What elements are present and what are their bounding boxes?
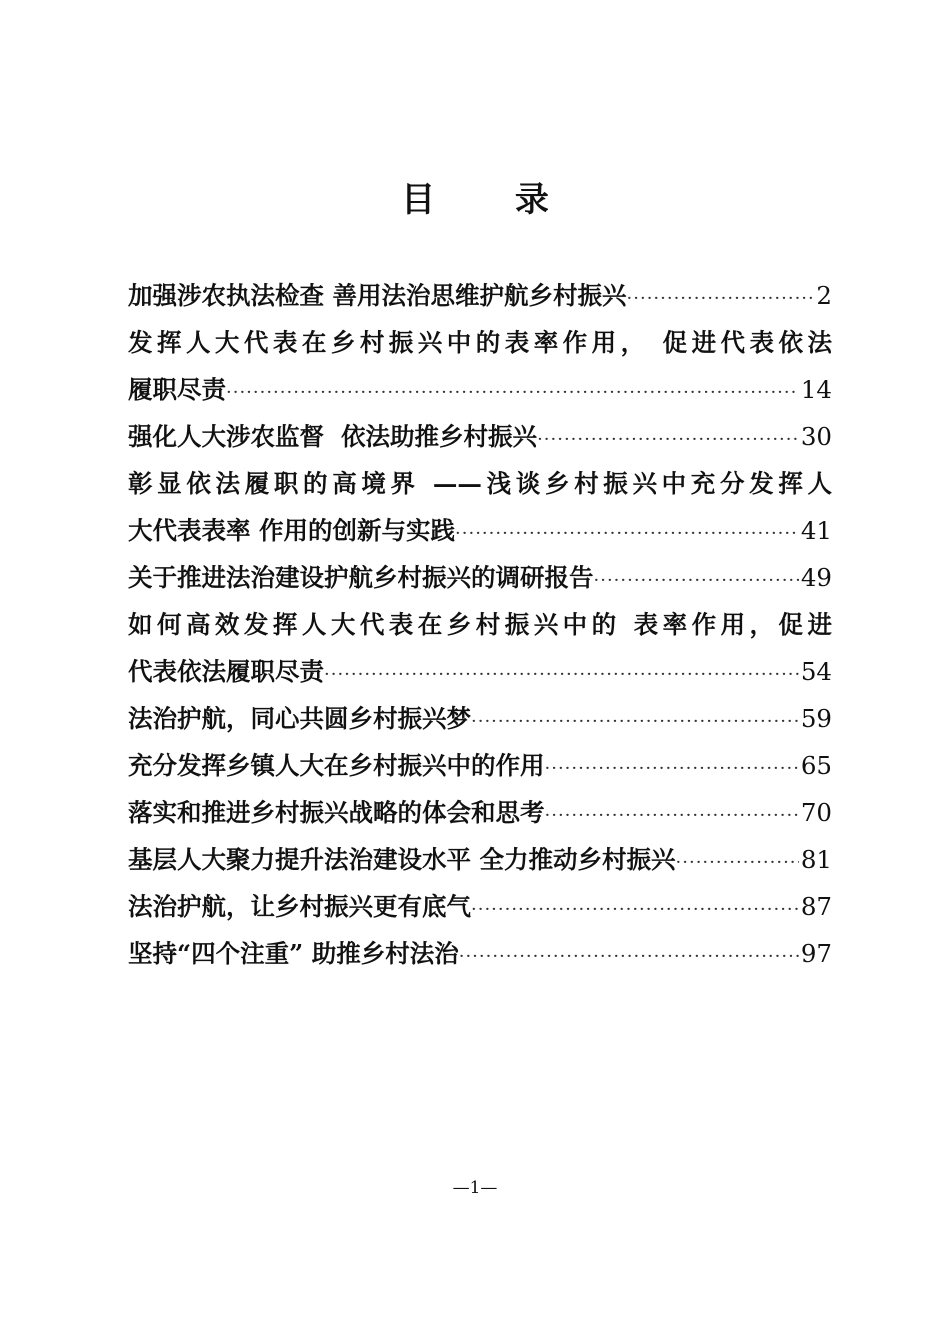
toc-entry-page: 49 [800, 563, 832, 592]
toc-entry[interactable] [128, 836, 832, 883]
dot-leader [455, 510, 799, 554]
toc-entry-page: 70 [800, 798, 832, 827]
toc-entry[interactable] [128, 695, 832, 742]
dot-leader [594, 557, 799, 601]
toc-entry-title-line[interactable]: 彰显依法履职的高境界 ——浅谈乡村振兴中充分发挥人 [128, 469, 832, 498]
page-title: 目 录 [401, 180, 583, 220]
toc-entry[interactable] [128, 930, 832, 977]
toc-entry-title: 法治护航，让乡村振兴更有底气 [128, 892, 471, 921]
toc-entry[interactable] [128, 742, 832, 789]
dot-leader [676, 839, 799, 883]
toc-entry-title-line[interactable]: 如何高效发挥人大代表在乡村振兴中的 表率作用，促进 [128, 610, 832, 639]
toc-entry[interactable] [128, 366, 832, 413]
dot-leader [545, 792, 799, 836]
toc-entry-title: 加强涉农执法检查 善用法治思维护航乡村振兴 [128, 281, 627, 310]
toc-entry-title: 强化人大涉农监督 依法助推乡村振兴 [128, 422, 538, 451]
dot-leader [324, 651, 799, 695]
toc-entry[interactable] [128, 413, 832, 460]
toc-entry-title: 落实和推进乡村振兴战略的体会和思考 [128, 798, 545, 827]
toc-entry-title: 坚持“四个注重” 助推乡村法治 [128, 939, 459, 968]
toc-entry-title: 履职尽责 [128, 375, 226, 404]
toc-entry-title-line[interactable]: 发挥人大代表在乡村振兴中的表率作用， 促进代表依法 [128, 328, 832, 357]
page-number: —1— [452, 1178, 498, 1198]
toc-entry-page: 97 [800, 939, 832, 968]
toc-entry[interactable] [128, 883, 832, 930]
table-of-contents [128, 272, 832, 977]
toc-entry-title: 基层人大聚力提升法治建设水平 全力推动乡村振兴 [128, 845, 676, 874]
dot-leader [471, 886, 799, 930]
toc-entry-page: 41 [800, 516, 832, 545]
dot-leader [627, 275, 815, 319]
dot-leader [459, 933, 799, 977]
toc-entry-page: 54 [800, 657, 832, 686]
dot-leader [226, 369, 799, 413]
dot-leader [471, 698, 799, 742]
toc-entry-page: 30 [800, 422, 832, 451]
dot-leader [545, 745, 799, 789]
toc-entry-title: 充分发挥乡镇人大在乡村振兴中的作用 [128, 751, 545, 780]
toc-entry-page: 14 [800, 375, 832, 404]
toc-entry-title: 代表依法履职尽责 [128, 657, 324, 686]
toc-entry-title: 大代表表率 作用的创新与实践 [128, 516, 456, 545]
toc-entry[interactable] [128, 554, 832, 601]
toc-entry-page: 59 [800, 704, 832, 733]
toc-entry[interactable] [128, 272, 832, 319]
toc-entry[interactable] [128, 789, 832, 836]
dot-leader [537, 416, 799, 460]
toc-entry[interactable] [128, 648, 832, 695]
toc-entry-title: 关于推进法治建设护航乡村振兴的调研报告 [128, 563, 594, 592]
toc-entry-page: 65 [800, 751, 832, 780]
toc-entry[interactable] [128, 507, 832, 554]
toc-entry-page: 2 [816, 281, 832, 310]
toc-entry-page: 87 [800, 892, 832, 921]
toc-entry-title: 法治护航，同心共圆乡村振兴梦 [128, 704, 471, 733]
toc-entry-page: 81 [800, 845, 832, 874]
